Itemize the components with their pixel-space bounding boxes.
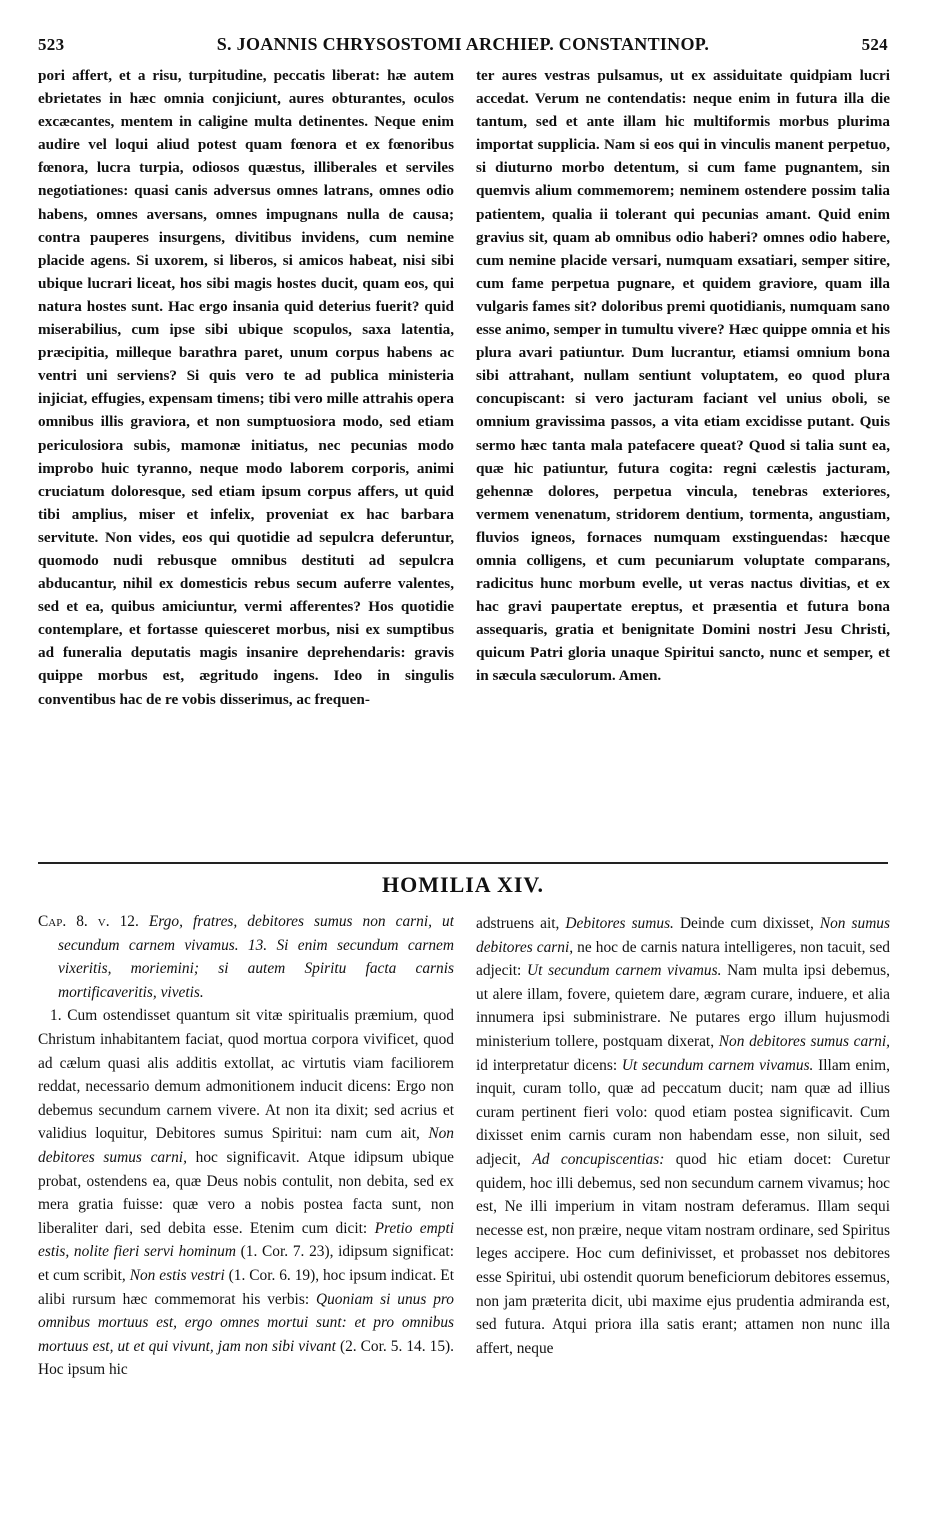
running-header [38,34,888,58]
italic-quote: Debitores sumus. [565,915,674,932]
text-run: Illam enim, inquit, curam tollo, quæ ad peccatum ducit; nam quæ ad illius curam pertinent fieri volo: quod etiam postea significavit. Cum dixisset enim carnis curam non habendam esse, non siluit, sed adjecit, [476,1056,890,1168]
italic-quote: Ad concupiscentias: [532,1150,665,1168]
text-run: (1. Cor. 6. 19), hoc ipsum indicat. Et alibi rursum hæc commemorat his verbis: [38,1266,454,1308]
verse-intro [38,910,454,1004]
italic-quote: Non sumus debitores carni, [476,915,890,956]
text-run: Nam multa ipsi debemus, ut alere illam, fovere, quietem dare, ægram curare, induere, et alia innumera ipsi subministrare. Ne putares ergo illum hujusmodi ministerium tollere, postquam dixerat, [476,962,890,1050]
top-right-column [476,64,890,834]
text-run: Deinde cum dixisset, [679,915,814,932]
italic-quote: Ut secundum carnem vivamus. [527,962,722,980]
running-title: S. JOANNIS CHRYSOSTOMI ARCHIEP. CONSTANTINOP. [216,34,710,54]
text-run: id interpretatur dicens: [476,1056,618,1074]
text-run: 1. Cum ostendisset quantum sit vitæ spiritualis præmium, quod Christum inhabitantem faciat, quod mortua corpora vivificet, quod ad cælum quasi alis additis extollat, ac virtutis viam faciliorem reddat, necessario demum admonitionem inducit dicens: Ergo non debemus secundum carnem vivere. At non ita dixit; sed acrius et validius loquitur, Debitores sumus Spiritui: nam cum ait, [38,1007,454,1143]
bottom-left-column [38,910,454,1510]
top-left-column [38,64,454,854]
text-run: adstruens ait, [476,915,560,932]
text-run: quod hic etiam docet: Curetur quidem, hoc illi debemus, sed non secundum carnem vivamus; hoc est, Ne illi imperium in vitam nostram deferamus. Illam sequi necesse est, non præire, neque vitam nostram ordinare, sed Spiritus leges accipere. Hoc cum definivisset, et probasset nos debitores esse Spiritui, ubi ostendit quorum beneficiorum debitores essemus, non jam præterita dicit, ubi maxime ejus prudentia admiranda est, sed futura. Atqui priora illa satis erant; attamen non nunc illa affert, neque [476,1150,890,1357]
italic-quote: Non estis vestri [129,1266,225,1284]
text-run: (2. Cor. 5. 14. 15). Hoc ipsum hic [38,1337,454,1379]
text-run: ne hoc de carnis natura intelligeres, non tacuit, sed adjecit: [476,938,890,980]
bottom-right-column [476,912,890,1512]
top-left-text: pori affert, et a risu, turpitudine, peccatis liberat: hæ autem ebrietates in hæc omnia conjiciunt, aures obturantes, oculos excæcantes, mentem in caligine multa detinentes. Neque enim audire vel loqui aliud potest quam fœnora et ex fœnoribus fœnora, lucra turpia, odiosos quæstus, illiberales et serviles negotiationes: quasi canis adversus omnes latrans, omnes odio habens, omnes aversans, omnes impugnans nulla de causa; contra pauperes insurgens, divitibus invidens, cum nemine placide agens. Si uxorem, si liberos, si amicos habeat, nisi sibi ubique lucrari liceat, hos sibi magis hostes ducit, quam eos, qui natura hostes sunt. Hac ergo insania quid deterius fuerit? quid miserabilius, cum ipse sibi ubique scopulos, saxa latentia, præcipitia, milleque barathra paret, unum corpus habens ac ventri uni serviens? Si quis vero te ad publica ministeria injiciat, effugies, expensam timens; tibi vero mille attrahis opera omnibus illis graviora, et non sumptuosiora modo, sed etiam periculosiora subis, mamonæ initiatus, nec pecunias modo improbo huic tyranno, neque modo laborem corporis, animi cruciatum doloresque, sed etiam ipsum corpus affers, ut quid tibi amplius, miser et infelix, proveniat ex hac barbara servitute. Non vides, eos qui quotidie ad sepulcra deferuntur, quomodo nudi rebusque omnibus destituti ad sepulcra abducantur, nihil ex domesticis rebus secum auferre valentes, sed et ea, quibus amiciuntur, vermi afferentes? Hos quotidie contemplare, et fortasse quiesceret morbus, nisi ex sumptibus ad funeralia deputatis magis insanire deprehendaris: gravis quippe morbus est, ægritudo ingens. Ideo in singulis conventibus hac de re vobis disserimus, ac frequen- [38,67,454,708]
section-divider [38,862,888,864]
homily-title: HOMILIA XIV. [382,872,544,897]
top-right-text: ter aures vestras pulsamus, ut ex assiduitate quidpiam lucri accedat. Verum ne contendatis: neque enim in futura illa die tantum, sed et ante illam hic multiformis morbus plurima importat supplicia. Nam si eos qui in vinculis manent perpetuo, si diuturno morbo detentum, si cum fame pugnantem, sin quemvis alium commemorem; neminem ostendere possim talia patientem, qualia ii tolerant qui pecunias amant. Quid enim gravius sit, quam ab omnibus odio haberi? omnes odio habere, cum nemine placide versari, numquam exsatiari, semper sitire, cum fame perpetua pugnare, et quidem graviore, quam illa vulgaris fames sit? doloribus premi quotidianis, numquam sano esse animo, semper in tumultu vivere? Hæc quippe omnia et his plura avari patiuntur. Dum lucrantur, etiamsi omnium bona sibi attrahant, nullam sentiunt voluptatem, eo quod plura concupiscant: si vero jacturam faciant vel unius oboli, se omnium gravissima passos, a vita etiam excidisse putant. Quis sermo hæc tanta mala patefacere queat? Quod si talia sunt ea, quæ hic patiuntur, futura cogita: regni cælestis jacturam, gehennæ dolores, perpetua vincula, tenebras exteriores, vermem venenatum, stridorem dentium, tormenta, angustiam, fluvios igneos, fornaces numquam exstinguendas: hæcque omnia colligens, et cum pecuniarum voluptate comparans, radicitus hunc morbum evelle, ut veras nactus divitias, et ex hac gravi paupertate ereptus, et præsentia et futura bona assequaris, gratia et benignitate Domini nostri Jesu Christi, quicum Patri gloria unaque Spiritui sancto, nunc et semper, et in sæcula sæculorum. Amen. [476,67,890,685]
chapter-reference: Cap. 8. v. 12. [38,913,139,930]
italic-quote: Ut secundum carnem vivamus. [621,1056,814,1074]
text-run: hoc significavit. Atque idipsum ubique probat, ostendens ea, quæ Deus nobis contulit, non debita, sed ex mera gratia fuisse: quæ vero a nobis postea facta sunt, non liberaliter dari, sed debita esse. Etenim cum dicit: [38,1148,454,1237]
text-run: (1. Cor. 7. 23), idipsum significat: et cum scribit, [38,1243,454,1284]
page-number-left: 523 [38,35,65,54]
verse-text: Ergo, fratres, debitores sumus non carni, ut secundum carnem vivamus. 13. Si enim secundum carnem vixeritis, moriemini; si autem Spiritu facta carnis mortificaveritis, vivetis. [58,913,454,1001]
italic-quote: Non debitores sumus carni, [38,1125,454,1166]
paragraph-1 [38,1004,454,1382]
page-number-right: 524 [861,35,888,54]
italic-quote: Non debitores sumus carni, [718,1032,890,1050]
italic-quote: Pretio empti estis, nolite fieri servi hominum [38,1219,454,1261]
italic-quote: Quoniam si unus pro omnibus mortuus est, ergo omnes mortui sunt: et pro omnibus mortuus est, ut et qui vivunt, jam non sibi vivant [38,1290,454,1355]
paragraph-continued [476,912,890,1360]
